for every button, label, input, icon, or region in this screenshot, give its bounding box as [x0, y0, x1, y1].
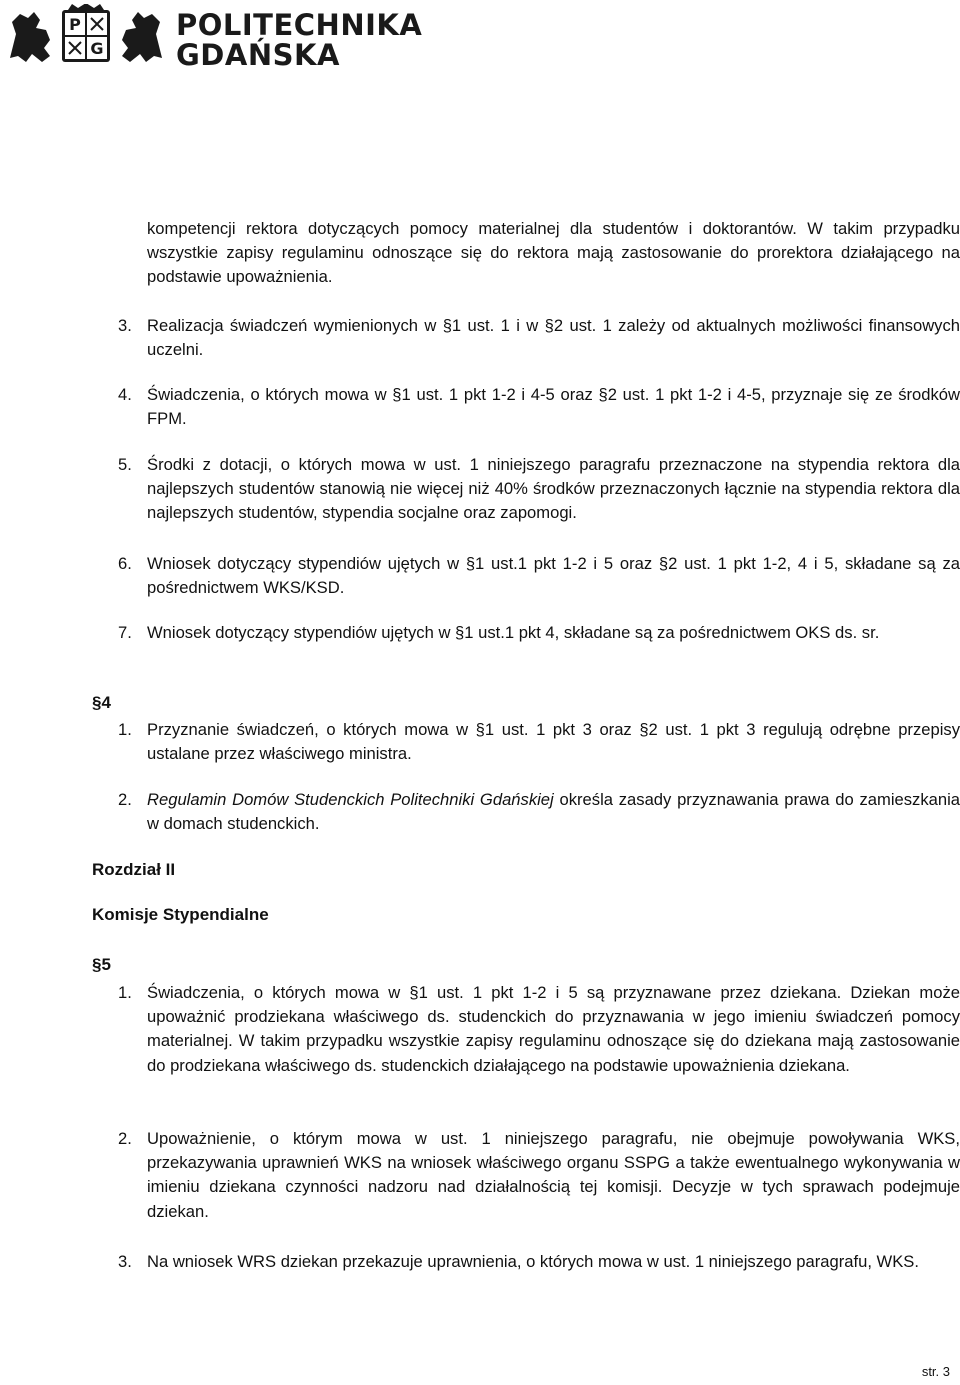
item-italic-title: Regulamin Domów Studenckich Politechniki Gdańskiej — [147, 790, 554, 809]
item-number: 5. — [118, 455, 132, 474]
institution-name-line1: POLITECHNIKA — [176, 8, 423, 42]
page-header — [6, 4, 436, 72]
item-text: Realizacja świadczeń wymienionych w §1 ust. 1 i w §2 ust. 1 zależy od aktualnych możliwości finansowych uczelni. — [147, 316, 960, 360]
list-item — [118, 621, 960, 645]
institution-name-line2: GDAŃSKA — [176, 38, 340, 72]
item-number: 7. — [118, 623, 132, 642]
item-number: 1. — [118, 720, 132, 739]
list-item — [118, 718, 960, 766]
section-heading-4: §4 — [92, 693, 111, 712]
list-item — [118, 383, 960, 431]
item-text: Wniosek dotyczący stypendiów ujętych w §1 ust.1 pkt 1-2 i 5 oraz §2 ust. 1 pkt 1-2, 4 i 5, składane są za pośrednictwem WKS/KSD. — [147, 554, 960, 598]
item-text: Upoważnienie, o którym mowa w ust. 1 niniejszego paragrafu, nie obejmuje powoływania WKS, przekazywania uprawnień WKS na wniosek właściwego organu SSPG a także ewentualnego wykonywania w imieniu dziekana czynności nadzoru nad działalnością tej komisji. Decyzje w tych sprawach podejmuje dziekan. — [147, 1129, 960, 1221]
item-number: 1. — [118, 983, 132, 1002]
list-item — [118, 981, 960, 1078]
item-number: 2. — [118, 790, 132, 809]
list-item — [118, 453, 960, 526]
item-number: 3. — [118, 1252, 132, 1271]
item-number: 3. — [118, 316, 132, 335]
logo-cell-g: G — [90, 39, 104, 58]
institution-name — [176, 10, 422, 70]
item-text — [147, 788, 960, 836]
item-text: Środki z dotacji, o których mowa w ust. 1 niniejszego paragrafu przeznaczone na stypendia rektora dla najlepszych studentów stanowią nie więcej niż 40% środków przeznaczonych łącznie na stypendia rektora dla najlepszych studentów, stypendia socjalne oraz zapomogi. — [147, 455, 960, 523]
intro-paragraph: kompetencji rektora dotyczących pomocy materialnej dla studentów i doktorantów. W takim przypadku wszystkie zapisy regulaminu odnoszące się do rektora mają zastosowanie do prorektora działającego na podstawie upoważnienia. — [147, 219, 960, 287]
list-item — [118, 552, 960, 600]
section-heading-5: §5 — [92, 955, 111, 974]
item-text: Świadczenia, o których mowa w §1 ust. 1 pkt 1-2 i 5 są przyznawane przez dziekana. Dziekan może upoważnić prodziekana właściwego ds. studenckich do przyznawania w jego imieniu świadczeń pomocy materialnej. W takim przypadku wszystkie zapisy regulaminu odnoszące się do dziekana mają zastosowanie do prodziekana właściwego ds. studenckich działającego na podstawie upoważnienia dziekana. — [147, 983, 960, 1075]
logo-cell-p: P — [69, 15, 81, 34]
university-crest-icon — [6, 4, 166, 72]
item-text: Wniosek dotyczący stypendiów ujętych w §1 ust.1 pkt 4, składane są za pośrednictwem OKS ds. sr. — [147, 623, 880, 642]
item-number: 6. — [118, 554, 132, 573]
item-number: 2. — [118, 1129, 132, 1148]
page-number: str. 3 — [921, 1364, 950, 1379]
list-item — [118, 1250, 960, 1274]
item-text: Na wniosek WRS dziekan przekazuje uprawnienia, o których mowa w ust. 1 niniejszego paragrafu, WKS. — [147, 1252, 919, 1271]
list-item — [118, 1127, 960, 1224]
item-number: 4. — [118, 385, 132, 404]
list-item — [118, 314, 960, 362]
item-text: Świadczenia, o których mowa w §1 ust. 1 pkt 1-2 i 4-5 oraz §2 ust. 1 pkt 1-2 i 4-5, przyznaje się ze środków FPM. — [147, 385, 960, 429]
chapter-number: Rozdział II — [92, 860, 176, 879]
item-text-rest: określa zasady przyznawania prawa do zamieszkania w domach studenckich. — [147, 790, 960, 834]
item-text: Przyznanie świadczeń, o których mowa w §1 ust. 1 pkt 3 oraz §2 ust. 1 pkt 3 regulują odrębne przepisy ustalane przez właściwego ministra. — [147, 720, 960, 764]
chapter-title: Komisje Stypendialne — [92, 905, 269, 924]
list-item — [118, 788, 960, 836]
